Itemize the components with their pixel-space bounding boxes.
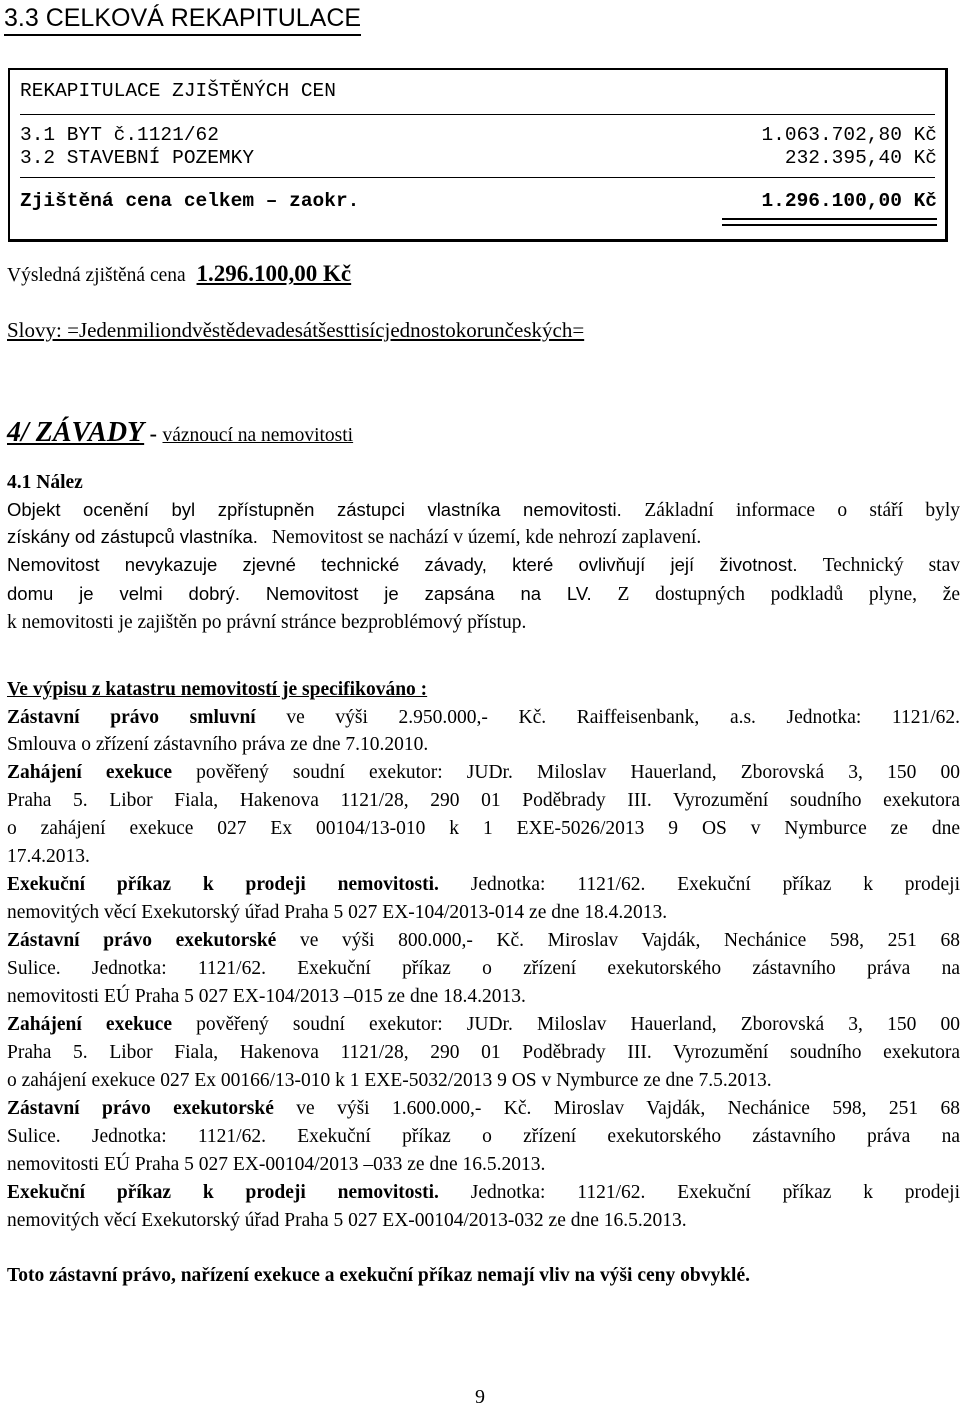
section4-heading [7, 416, 960, 450]
entry-line: o zahájení exekuce 027 Ex 00166/13-010 k 1 EXE-5032/2013 9 OS v Nymburce ze dne 7.5.2013. [7, 1070, 772, 1091]
finding-line: Nemovitost nevykazuje zjevné technické závady, které ovlivňují její životnost. Technický stav [7, 554, 960, 576]
entry-line: Praha 5. Libor Fiala, Hakenova 1121/28, 290 01 Poděbrady III. Vyrozumění soudního exekutora [7, 790, 960, 811]
finding-line: získány od zástupců vlastníka. Nemovitost se nachází v území, kde nehrozí zaplavení. [7, 526, 702, 548]
entry-line: nemovitosti EÚ Praha 5 027 EX-00104/2013 –033 ze dne 16.5.2013. [7, 1154, 546, 1175]
recap-row-value: 232.395,40 Kč [784, 147, 937, 169]
result-line [7, 261, 960, 287]
entry-line: nemovitých věcí Exekutorský úřad Praha 5 027 EX-104/2013-014 ze dne 18.4.2013. [7, 902, 668, 923]
entry-line: 17.4.2013. [7, 846, 90, 867]
recap-box [8, 68, 948, 242]
result-label: Výsledná zjištěná cena [7, 265, 186, 286]
cadastre-heading: Ve výpisu z katastru nemovitostí je specifikováno : [7, 679, 428, 700]
recap-divider [20, 114, 935, 115]
recap-row-label: 3.2 STAVEBNÍ POZEMKY [20, 147, 255, 169]
entry-line: nemovitosti EÚ Praha 5 027 EX-104/2013 –015 ze dne 18.4.2013. [7, 986, 526, 1007]
recap-total-label: Zjištěná cena celkem – zaokr. [20, 190, 360, 212]
finding-line: Objekt ocenění byl zpřístupněn zástupci vlastníka nemovitosti. Základní informace o stáří byly [7, 499, 960, 521]
finding-line: domu je velmi dobrý. Nemovitost je zapsána na LV. Z dostupných podkladů plyne, že [7, 583, 960, 605]
total-double-underline [722, 218, 937, 226]
entry-line: Zahájení exekuce pověřený soudní exekutor: JUDr. Miloslav Hauerland, Zborovská 3, 150 00 [7, 762, 960, 783]
entry-line: Smlouva o zřízení zástavního práva ze dne 7.10.2010. [7, 734, 429, 755]
entry-line: Sulice. Jednotka: 1121/62. Exekuční příkaz o zřízení exekutorského zástavního práva na [7, 958, 960, 979]
section4-title: 4/ ZÁVADY [7, 417, 145, 448]
section-heading: 3.3 CELKOVÁ REKAPITULACE [4, 2, 361, 36]
price-in-words: Slovy: =Jedenmiliondvěstědevadesátšesttisícjednostokorunčeských= [7, 318, 585, 342]
entry-line: Exekuční příkaz k prodeji nemovitosti. Jednotka: 1121/62. Exekuční příkaz k prodeji [7, 874, 960, 895]
entry-line: Exekuční příkaz k prodeji nemovitosti. Jednotka: 1121/62. Exekuční příkaz k prodeji [7, 1182, 960, 1203]
entry-line: o zahájení exekuce 027 Ex 00104/13-010 k 1 EXE-5026/2013 9 OS v Nymburce ze dne [7, 818, 960, 839]
conclusion: Toto zástavní právo, nařízení exekuce a exekuční příkaz nemají vliv na výši ceny obvyklé. [7, 1265, 750, 1286]
recap-title: REKAPITULACE ZJIŠTĚNÝCH CEN [20, 80, 336, 102]
recap-row-label: 3.1 BYT č.1121/62 [20, 124, 219, 146]
page-number: 9 [475, 1386, 485, 1408]
entry-line: Zahájení exekuce pověřený soudní exekutor: JUDr. Miloslav Hauerland, Zborovská 3, 150 00 [7, 1014, 960, 1035]
entry-line: Zástavní právo exekutorské ve výši 1.600.000,- Kč. Miroslav Vajdák, Nechánice 598, 251 68 [7, 1098, 960, 1119]
finding-title: 4.1 Nález [7, 472, 83, 493]
recap-total-value: 1.296.100,00 Kč [761, 190, 937, 212]
recap-divider [20, 177, 935, 178]
section4-subtitle: váznoucí na nemovitosti [162, 425, 354, 446]
finding-line: k nemovitosti je zajištěn po právní stránce bezproblémový přístup. [7, 612, 527, 633]
entry-line: Sulice. Jednotka: 1121/62. Exekuční příkaz o zřízení exekutorského zástavního práva na [7, 1126, 960, 1147]
entry-line: Praha 5. Libor Fiala, Hakenova 1121/28, 290 01 Poděbrady III. Vyrozumění soudního exekutora [7, 1042, 960, 1063]
result-value: 1.296.100,00 Kč [196, 261, 352, 286]
recap-row-value: 1.063.702,80 Kč [761, 124, 937, 146]
entry-line: Zástavní právo exekutorské ve výši 800.000,- Kč. Miroslav Vajdák, Nechánice 598, 251 68 [7, 930, 960, 951]
entry-line: nemovitých věcí Exekutorský úřad Praha 5 027 EX-00104/2013-032 ze dne 16.5.2013. [7, 1210, 687, 1231]
section4-dash: - [144, 421, 163, 446]
entry-line: Zástavní právo smluvní ve výši 2.950.000,- Kč. Raiffeisenbank, a.s. Jednotka: 1121/62. [7, 707, 960, 728]
